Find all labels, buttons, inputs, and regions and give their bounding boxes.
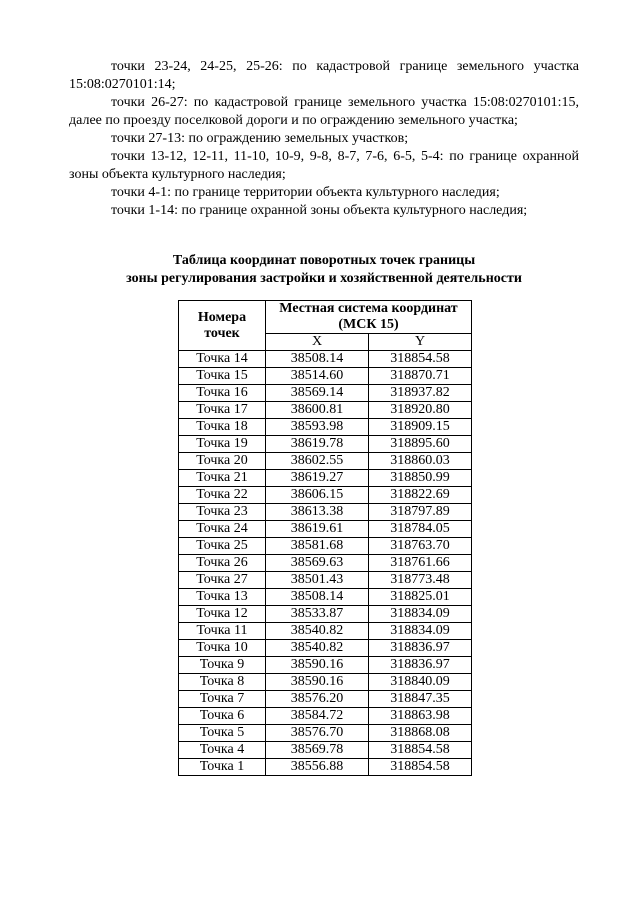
- table-row: [179, 402, 472, 419]
- x-coordinate-cell: 38576.20: [266, 691, 369, 708]
- paragraph: точки 1-14: по границе охранной зоны объекта культурного наследия;: [111, 203, 528, 218]
- x-coordinate-cell: 38556.88: [266, 759, 369, 776]
- point-name-cell: Точка 9: [179, 657, 266, 674]
- y-coordinate-cell: 318847.35: [369, 691, 472, 708]
- column-header-y: Y: [369, 334, 472, 351]
- y-coordinate-cell: 318854.58: [369, 742, 472, 759]
- y-coordinate-cell: 318797.89: [369, 504, 472, 521]
- y-coordinate-cell: 318850.99: [369, 470, 472, 487]
- y-coordinate-cell: 318860.03: [369, 453, 472, 470]
- y-coordinate-cell: 318895.60: [369, 436, 472, 453]
- y-coordinate-cell: 318870.71: [369, 368, 472, 385]
- y-coordinate-cell: 318784.05: [369, 521, 472, 538]
- x-coordinate-cell: 38508.14: [266, 589, 369, 606]
- y-coordinate-cell: 318937.82: [369, 385, 472, 402]
- paragraph: точки 27-13: по ограждению земельных участков;: [111, 131, 409, 146]
- table-row: [179, 725, 472, 742]
- body-text: [69, 58, 579, 220]
- point-name-cell: Точка 14: [179, 351, 266, 368]
- point-name-cell: Точка 20: [179, 453, 266, 470]
- x-coordinate-cell: 38593.98: [266, 419, 369, 436]
- x-coordinate-cell: 38606.15: [266, 487, 369, 504]
- y-coordinate-cell: 318836.97: [369, 657, 472, 674]
- point-name-cell: Точка 12: [179, 606, 266, 623]
- table-row: [179, 759, 472, 776]
- y-coordinate-cell: 318863.98: [369, 708, 472, 725]
- x-coordinate-cell: 38619.61: [266, 521, 369, 538]
- table-row: [179, 351, 472, 368]
- x-coordinate-cell: 38508.14: [266, 351, 369, 368]
- x-coordinate-cell: 38590.16: [266, 657, 369, 674]
- x-coordinate-cell: 38590.16: [266, 674, 369, 691]
- y-coordinate-cell: 318840.09: [369, 674, 472, 691]
- point-name-cell: Точка 7: [179, 691, 266, 708]
- point-name-cell: Точка 21: [179, 470, 266, 487]
- point-name-cell: Точка 15: [179, 368, 266, 385]
- point-name-cell: Точка 8: [179, 674, 266, 691]
- y-coordinate-cell: 318822.69: [369, 487, 472, 504]
- y-coordinate-cell: 318909.15: [369, 419, 472, 436]
- table-heading-line1: Таблица координат поворотных точек границы: [172, 253, 476, 268]
- table-row: [179, 470, 472, 487]
- y-coordinate-cell: 318763.70: [369, 538, 472, 555]
- point-name-cell: Точка 18: [179, 419, 266, 436]
- x-coordinate-cell: 38501.43: [266, 572, 369, 589]
- table-row: [179, 487, 472, 504]
- x-coordinate-cell: 38613.38: [266, 504, 369, 521]
- table-row: [179, 538, 472, 555]
- column-header-points: Номера точек: [179, 301, 266, 351]
- table-row: [179, 691, 472, 708]
- table-row: [179, 436, 472, 453]
- y-coordinate-cell: 318825.01: [369, 589, 472, 606]
- table-row: [179, 657, 472, 674]
- table-row: [179, 453, 472, 470]
- point-name-cell: Точка 22: [179, 487, 266, 504]
- x-coordinate-cell: 38540.82: [266, 623, 369, 640]
- point-name-cell: Точка 13: [179, 589, 266, 606]
- point-name-cell: Точка 17: [179, 402, 266, 419]
- y-coordinate-cell: 318834.09: [369, 606, 472, 623]
- y-coordinate-cell: 318836.97: [369, 640, 472, 657]
- y-coordinate-cell: 318868.08: [369, 725, 472, 742]
- table-row: [179, 623, 472, 640]
- table-row: [179, 589, 472, 606]
- x-coordinate-cell: 38533.87: [266, 606, 369, 623]
- x-coordinate-cell: 38619.27: [266, 470, 369, 487]
- point-name-cell: Точка 4: [179, 742, 266, 759]
- point-name-cell: Точка 23: [179, 504, 266, 521]
- table-row: [179, 504, 472, 521]
- paragraph: точки 26-27: по кадастровой границе земельного участка 15:08:0270101:15, далее по проезду поселковой дороги и по ограждению земельного участка;: [69, 95, 579, 128]
- column-header-coordinate-system: Местная система координат (МСК 15): [266, 301, 472, 334]
- point-name-cell: Точка 10: [179, 640, 266, 657]
- table-row: [179, 419, 472, 436]
- y-coordinate-cell: 318920.80: [369, 402, 472, 419]
- x-coordinate-cell: 38584.72: [266, 708, 369, 725]
- paragraph: точки 23-24, 24-25, 25-26: по кадастровой границе земельного участка 15:08:0270101:14;: [69, 59, 579, 92]
- paragraph: точки 4-1: по границе территории объекта культурного наследия;: [111, 185, 500, 200]
- x-coordinate-cell: 38569.78: [266, 742, 369, 759]
- x-coordinate-cell: 38540.82: [266, 640, 369, 657]
- table-row: [179, 640, 472, 657]
- point-name-cell: Точка 16: [179, 385, 266, 402]
- point-name-cell: Точка 25: [179, 538, 266, 555]
- x-coordinate-cell: 38600.81: [266, 402, 369, 419]
- paragraph: точки 13-12, 12-11, 11-10, 10-9, 9-8, 8-7, 7-6, 6-5, 5-4: по границе охранной зоны объекта культурного наследия;: [69, 149, 579, 182]
- x-coordinate-cell: 38514.60: [266, 368, 369, 385]
- table-heading: [69, 252, 579, 288]
- table-row: [179, 572, 472, 589]
- x-coordinate-cell: 38619.78: [266, 436, 369, 453]
- coordinates-table: [178, 300, 472, 776]
- x-coordinate-cell: 38602.55: [266, 453, 369, 470]
- x-coordinate-cell: 38569.14: [266, 385, 369, 402]
- point-name-cell: Точка 6: [179, 708, 266, 725]
- table-heading-line2: зоны регулирования застройки и хозяйственной деятельности: [126, 271, 522, 286]
- y-coordinate-cell: 318761.66: [369, 555, 472, 572]
- table-row: [179, 368, 472, 385]
- table-row: [179, 742, 472, 759]
- table-row: [179, 385, 472, 402]
- x-coordinate-cell: 38581.68: [266, 538, 369, 555]
- column-header-x: X: [266, 334, 369, 351]
- point-name-cell: Точка 26: [179, 555, 266, 572]
- table-row: [179, 606, 472, 623]
- point-name-cell: Точка 1: [179, 759, 266, 776]
- y-coordinate-cell: 318854.58: [369, 351, 472, 368]
- y-coordinate-cell: 318834.09: [369, 623, 472, 640]
- y-coordinate-cell: 318854.58: [369, 759, 472, 776]
- point-name-cell: Точка 5: [179, 725, 266, 742]
- table-row: [179, 708, 472, 725]
- table-row: [179, 555, 472, 572]
- point-name-cell: Точка 11: [179, 623, 266, 640]
- point-name-cell: Точка 19: [179, 436, 266, 453]
- table-row: [179, 521, 472, 538]
- x-coordinate-cell: 38576.70: [266, 725, 369, 742]
- point-name-cell: Точка 24: [179, 521, 266, 538]
- table-row: [179, 674, 472, 691]
- x-coordinate-cell: 38569.63: [266, 555, 369, 572]
- y-coordinate-cell: 318773.48: [369, 572, 472, 589]
- point-name-cell: Точка 27: [179, 572, 266, 589]
